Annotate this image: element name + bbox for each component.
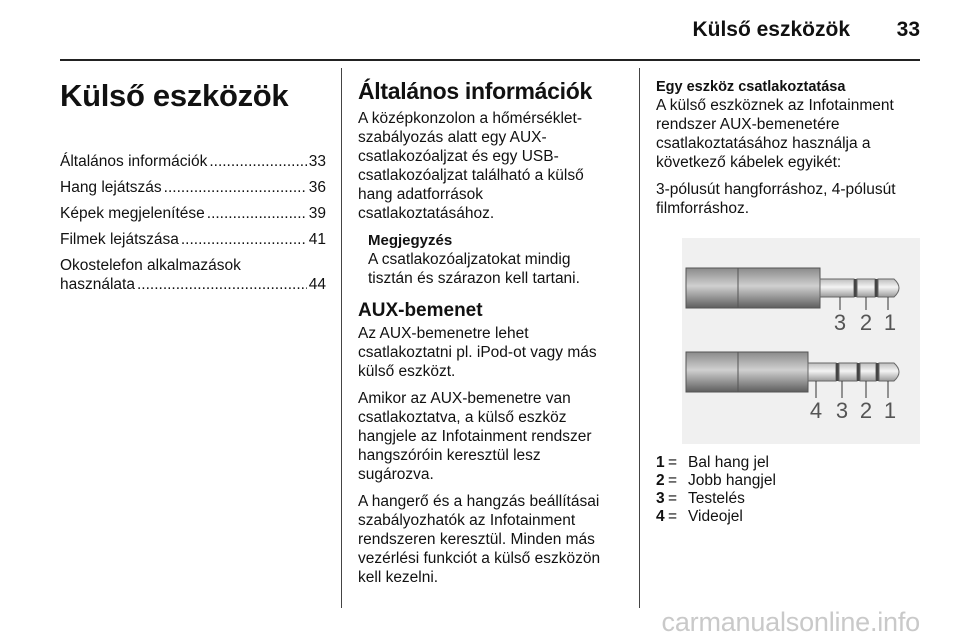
figure-legend <box>656 454 920 526</box>
toc-leader <box>209 152 306 171</box>
plug-diagram <box>682 238 920 444</box>
connect-device-column <box>656 68 920 526</box>
legend-item <box>656 490 920 508</box>
note-title: Megjegyzés <box>368 232 453 249</box>
page-number: 33 <box>896 18 920 41</box>
plug3-label-2: 2 <box>859 310 873 335</box>
section-title-general: Általános információk <box>358 78 592 104</box>
toc-label: Filmek lejátszása <box>60 231 179 248</box>
legend-number: 3 <box>656 490 665 507</box>
header-rule <box>60 59 920 61</box>
toc-page: 36 <box>308 179 326 196</box>
toc-entry-smartphone[interactable] <box>60 256 326 294</box>
toc-label: Hang lejátszás <box>60 179 162 196</box>
toc-page: 39 <box>308 205 326 222</box>
legend-number: 4 <box>656 508 665 525</box>
plug4-label-3: 3 <box>835 398 849 423</box>
jack-plug-illustration <box>682 238 920 444</box>
legend-text: Testelés <box>688 490 745 507</box>
general-info-column <box>358 68 614 595</box>
watermark: carmanualsonline.info <box>661 607 920 637</box>
plug3-label-1: 1 <box>883 310 897 335</box>
legend-item <box>656 454 920 472</box>
toc-label-line1: Okostelefon alkalmazások <box>60 257 241 274</box>
legend-text: Jobb hangjel <box>688 472 776 489</box>
connect-paragraph-1: A külső eszköznek az Infotainment rendszer AUX-bemenetére csatlakoztatásához használja a következő kábelek egyikét: <box>656 97 894 171</box>
legend-item <box>656 472 920 490</box>
chapter-title: Külső eszközök <box>60 78 289 113</box>
legend-item <box>656 508 920 526</box>
toc-column <box>60 68 326 301</box>
running-header-title: Külső eszközök <box>692 18 850 41</box>
toc-page: 41 <box>308 231 326 248</box>
toc-entry-pictures[interactable] <box>60 204 326 223</box>
toc-label: használata <box>60 276 135 293</box>
section-title-aux: AUX-bemenet <box>358 300 483 321</box>
legend-equals: = <box>668 508 678 525</box>
legend-equals: = <box>668 472 678 489</box>
toc-label: Általános információk <box>60 153 208 170</box>
legend-number: 2 <box>656 472 665 489</box>
legend-text: Bal hang jel <box>688 454 770 471</box>
toc-entry-general[interactable] <box>60 152 326 171</box>
toc-entry-audio[interactable] <box>60 178 326 197</box>
legend-number: 1 <box>656 454 665 471</box>
intro-paragraph: A középkonzolon a hőmérséklet-szabályozás alatt egy AUX-csatlakozóaljzat és egy USB-csatlakozóaljzat található a külső hang adatforrások csatlakoztatásához. <box>358 110 584 222</box>
aux-paragraph-2: Amikor az AUX-bemenetre van csatlakoztatva, a külső eszköz hangjele az Infotainment rendszer hangszóróin keresztül lesz sugározva. <box>358 390 592 483</box>
toc-entry-movies[interactable] <box>60 230 326 249</box>
toc-page: 33 <box>308 153 326 170</box>
aux-paragraph-3: A hangerő és a hangzás beállításai szabályozhatók az Infotainment rendszeren keresztül. Minden más vezérlési funkciót a külső eszközön kell kezelni. <box>358 493 601 586</box>
toc-leader <box>137 275 307 294</box>
toc-leader <box>164 178 307 197</box>
toc-label: Képek megjelenítése <box>60 205 205 222</box>
plug3-label-3: 3 <box>833 310 847 335</box>
plug4-label-2: 2 <box>859 398 873 423</box>
note-box <box>358 231 614 288</box>
legend-equals: = <box>668 454 678 471</box>
connect-paragraph-2: 3-pólusút hangforráshoz, 4-pólusút filmforráshoz. <box>656 181 896 217</box>
section-title-connect: Egy eszköz csatlakoztatása <box>656 79 846 95</box>
column-divider-2 <box>639 68 640 608</box>
aux-paragraph-1: Az AUX-bemenetre lehet csatlakoztatni pl. iPod-ot vagy más külső eszközt. <box>358 325 597 380</box>
legend-equals: = <box>668 490 678 507</box>
plug4-label-1: 1 <box>883 398 897 423</box>
plug4-label-4: 4 <box>809 398 823 423</box>
toc-leader <box>181 230 307 249</box>
column-divider-1 <box>341 68 342 608</box>
toc-leader <box>207 204 307 223</box>
toc-page: 44 <box>308 276 326 293</box>
legend-text: Videojel <box>688 508 743 525</box>
note-text: A csatlakozóaljzatokat mindig tisztán és szárazon kell tartani. <box>368 251 580 287</box>
